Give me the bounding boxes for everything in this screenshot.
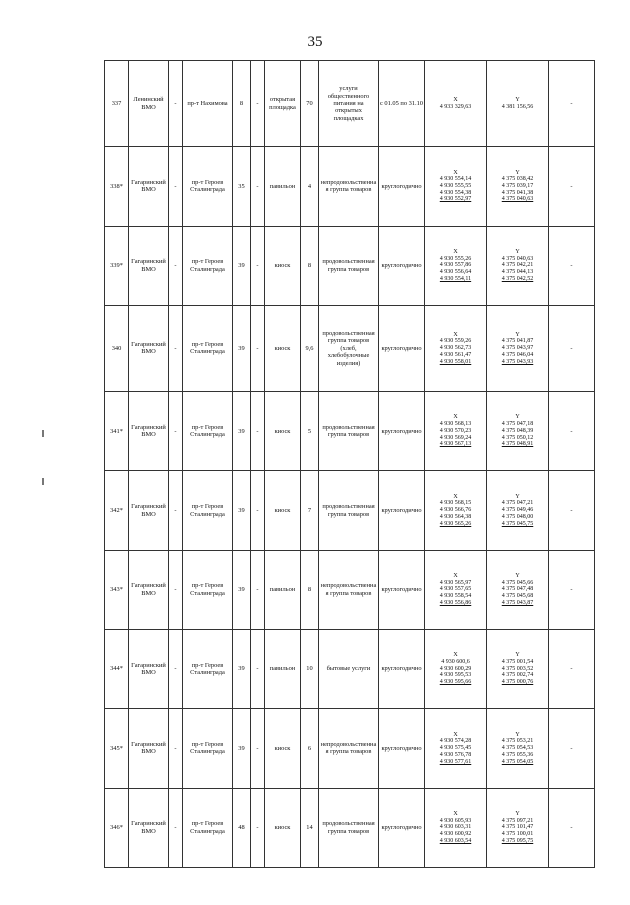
coordinate-value: 4 930 562,73: [439, 345, 472, 352]
cell-num: 343*: [105, 550, 129, 629]
coordinate-value: 4 375 003,52: [501, 665, 534, 672]
coordinate-value: 4 930 566,76: [439, 507, 472, 514]
cell-area: 5: [301, 392, 319, 471]
coordinate-value: 4 375 000,76: [501, 679, 534, 686]
cell-object-type: киоск: [265, 471, 301, 550]
coordinate-value: 4 930 556,64: [439, 269, 472, 276]
cell-object-type: киоск: [265, 226, 301, 305]
cell-period: круглогодично: [379, 550, 425, 629]
coordinate-value: Y: [515, 248, 520, 255]
cell-house: 39: [233, 550, 251, 629]
coordinate-value: Y: [515, 331, 520, 338]
coordinate-value: 4 930 558,54: [439, 593, 472, 600]
cell-blank1: -: [169, 709, 183, 788]
cell-num: 341*: [105, 392, 129, 471]
cell-area: 7: [301, 471, 319, 550]
coordinate-value: Y: [515, 573, 520, 580]
table-row: [105, 788, 595, 867]
registry-table: [104, 60, 595, 868]
coordinate-value: 4 375 053,21: [501, 738, 534, 745]
scan-mark: [42, 430, 44, 437]
cell-num: 339*: [105, 226, 129, 305]
cell-blank2: -: [251, 550, 265, 629]
coordinate-value: 4 930 565,97: [439, 579, 472, 586]
coordinate-value: 4 375 039,17: [501, 183, 534, 190]
coordinate-value: 4 375 041,87: [501, 338, 534, 345]
coordinate-value: 4 375 049,46: [501, 507, 534, 514]
coordinate-value: 4 375 100,01: [501, 831, 534, 838]
coordinate-value: Y: [515, 414, 520, 421]
coordinate-value: 4 930 568,13: [439, 421, 472, 428]
coordinate-value: Y: [515, 652, 520, 659]
coordinate-value: 4 930 557,65: [439, 586, 472, 593]
cell-street: пр-т Героев Сталинграда: [183, 147, 233, 226]
cell-specialization: продовольственная группа товаров: [319, 226, 379, 305]
cell-y-coords: [487, 471, 549, 550]
cell-blank2: -: [251, 629, 265, 708]
cell-blank2: -: [251, 709, 265, 788]
coordinate-value: 4 375 097,21: [501, 817, 534, 824]
coordinate-value: X: [453, 652, 458, 659]
cell-period: круглогодично: [379, 305, 425, 391]
cell-num: 340: [105, 305, 129, 391]
coordinate-value: 4 375 050,12: [501, 434, 534, 441]
cell-x-coords: [425, 629, 487, 708]
coordinate-value: X: [453, 493, 458, 500]
cell-object-type: павильон: [265, 550, 301, 629]
cell-blank1: -: [169, 226, 183, 305]
cell-area: 9,6: [301, 305, 319, 391]
cell-district: Гагаринский ВМО: [129, 709, 169, 788]
coordinate-value: 4 930 570,23: [439, 427, 472, 434]
coordinate-value: Y: [515, 731, 520, 738]
coordinate-value: X: [453, 731, 458, 738]
cell-street: пр-т Героев Сталинграда: [183, 305, 233, 391]
coordinate-value: 4 930 569,24: [439, 434, 472, 441]
cell-x-coords: [425, 471, 487, 550]
cell-num: 337: [105, 61, 129, 147]
cell-object-type: павильон: [265, 147, 301, 226]
coordinate-value: 4 930 565,26: [439, 520, 472, 527]
coordinate-value: 4 375 043,87: [501, 599, 534, 606]
cell-last: -: [549, 226, 595, 305]
coordinate-value: 4 930 577,61: [439, 758, 472, 765]
cell-specialization: продовольственная группа товаров: [319, 471, 379, 550]
coordinate-value: 4 930 554,14: [439, 176, 472, 183]
cell-blank2: -: [251, 305, 265, 391]
cell-last: -: [549, 629, 595, 708]
coordinate-value: 4 375 047,48: [501, 586, 534, 593]
coordinate-value: 4 375 044,13: [501, 269, 534, 276]
cell-specialization: продовольственная группа товаров (хлеб, хлебобулочные изделия): [319, 305, 379, 391]
coordinate-value: 4 375 047,21: [501, 500, 534, 507]
cell-house: 48: [233, 788, 251, 867]
cell-house: 39: [233, 471, 251, 550]
cell-area: 6: [301, 709, 319, 788]
coordinate-value: 4 375 043,93: [501, 358, 534, 365]
cell-house: 39: [233, 629, 251, 708]
cell-blank2: -: [251, 147, 265, 226]
cell-y-coords: [487, 147, 549, 226]
cell-blank2: -: [251, 788, 265, 867]
table-row: [105, 392, 595, 471]
coordinate-value: 4 375 045,66: [501, 579, 534, 586]
coordinate-value: X: [453, 96, 458, 103]
cell-x-coords: [425, 392, 487, 471]
table-row: [105, 709, 595, 788]
cell-last: -: [549, 550, 595, 629]
cell-blank2: -: [251, 392, 265, 471]
coordinate-value: X: [453, 810, 458, 817]
cell-last: -: [549, 471, 595, 550]
coordinate-value: 4 375 047,18: [501, 421, 534, 428]
cell-period: круглогодично: [379, 392, 425, 471]
cell-house: 39: [233, 305, 251, 391]
cell-period: круглогодично: [379, 629, 425, 708]
cell-specialization: услуги общественного питания на открытых площадках: [319, 61, 379, 147]
cell-blank1: -: [169, 788, 183, 867]
coordinate-value: 4 375 001,54: [501, 659, 534, 666]
cell-district: Гагаринский ВМО: [129, 550, 169, 629]
cell-blank2: -: [251, 471, 265, 550]
coordinate-value: 4 381 156,56: [501, 103, 534, 110]
cell-period: с 01.05 по 31.10: [379, 61, 425, 147]
cell-object-type: киоск: [265, 392, 301, 471]
cell-y-coords: [487, 305, 549, 391]
table-row: [105, 147, 595, 226]
coordinate-value: 4 375 095,75: [501, 837, 534, 844]
cell-specialization: непродовольственная группа товаров: [319, 550, 379, 629]
cell-street: пр-т Героев Сталинграда: [183, 550, 233, 629]
cell-y-coords: [487, 226, 549, 305]
cell-street: пр-т Героев Сталинграда: [183, 471, 233, 550]
coordinate-value: X: [453, 573, 458, 580]
cell-blank2: -: [251, 61, 265, 147]
table-row: [105, 629, 595, 708]
cell-area: 14: [301, 788, 319, 867]
coordinate-value: Y: [515, 96, 520, 103]
coordinate-value: 4 930 555,55: [439, 183, 472, 190]
cell-district: Гагаринский ВМО: [129, 147, 169, 226]
registry-table-wrapper: [104, 60, 594, 868]
cell-last: -: [549, 709, 595, 788]
coordinate-value: 4 375 048,39: [501, 427, 534, 434]
coordinate-value: 4 375 054,05: [501, 758, 534, 765]
cell-district: Гагаринский ВМО: [129, 788, 169, 867]
cell-period: круглогодично: [379, 226, 425, 305]
cell-num: 346*: [105, 788, 129, 867]
table-row: [105, 61, 595, 147]
coordinate-value: 4 375 038,42: [501, 176, 534, 183]
cell-specialization: бытовые услуги: [319, 629, 379, 708]
cell-blank1: -: [169, 629, 183, 708]
cell-street: пр-т Героев Сталинграда: [183, 629, 233, 708]
cell-object-type: открытая площадка: [265, 61, 301, 147]
cell-district: Гагаринский ВМО: [129, 629, 169, 708]
coordinate-value: 4 930 557,86: [439, 262, 472, 269]
coordinate-value: 4 375 042,52: [501, 275, 534, 282]
cell-x-coords: [425, 550, 487, 629]
cell-num: 338*: [105, 147, 129, 226]
coordinate-value: Y: [515, 169, 520, 176]
coordinate-value: 4 930 558,01: [439, 358, 472, 365]
coordinate-value: 4 930 564,38: [439, 513, 472, 520]
coordinate-value: 4 375 042,21: [501, 262, 534, 269]
coordinate-value: 4 375 048,91: [501, 441, 534, 448]
cell-district: Гагаринский ВМО: [129, 471, 169, 550]
cell-blank1: -: [169, 471, 183, 550]
cell-blank1: -: [169, 147, 183, 226]
table-row: [105, 550, 595, 629]
coordinate-value: 4 930 559,26: [439, 338, 472, 345]
cell-x-coords: [425, 61, 487, 147]
cell-blank2: -: [251, 226, 265, 305]
coordinate-value: 4 375 040,63: [501, 196, 534, 203]
coordinate-value: 4 375 101,47: [501, 824, 534, 831]
coordinate-value: 4 930 552,97: [439, 196, 472, 203]
coordinate-value: 4 930 567,13: [439, 441, 472, 448]
coordinate-value: 4 930 554,38: [439, 189, 472, 196]
cell-object-type: киоск: [265, 305, 301, 391]
cell-x-coords: [425, 788, 487, 867]
coordinate-value: 4 930 605,93: [439, 817, 472, 824]
coordinate-value: Y: [515, 810, 520, 817]
cell-last: -: [549, 147, 595, 226]
coordinate-value: 4 375 046,04: [501, 351, 534, 358]
coordinate-value: 4 375 002,74: [501, 672, 534, 679]
cell-num: 345*: [105, 709, 129, 788]
cell-period: круглогодично: [379, 709, 425, 788]
coordinate-value: 4 375 041,38: [501, 189, 534, 196]
cell-house: 39: [233, 709, 251, 788]
cell-y-coords: [487, 788, 549, 867]
cell-specialization: продовольственная группа товаров: [319, 392, 379, 471]
cell-period: круглогодично: [379, 471, 425, 550]
cell-street: пр-т Героев Сталинграда: [183, 709, 233, 788]
cell-street: пр-т Нахимова: [183, 61, 233, 147]
cell-district: Ленинский ВМО: [129, 61, 169, 147]
coordinate-value: 4 930 575,45: [439, 745, 472, 752]
coordinate-value: 4 930 568,15: [439, 500, 472, 507]
cell-district: Гагаринский ВМО: [129, 392, 169, 471]
coordinate-value: 4 930 576,78: [439, 751, 472, 758]
cell-house: 39: [233, 392, 251, 471]
coordinate-value: 4 930 595,66: [439, 679, 472, 686]
coordinate-value: 4 930 555,26: [439, 255, 472, 262]
cell-y-coords: [487, 392, 549, 471]
cell-specialization: непродовольственная группа товаров: [319, 147, 379, 226]
cell-area: 8: [301, 550, 319, 629]
cell-district: Гагаринский ВМО: [129, 305, 169, 391]
coordinate-value: 4 375 040,63: [501, 255, 534, 262]
cell-house: 39: [233, 226, 251, 305]
cell-last: -: [549, 305, 595, 391]
cell-y-coords: [487, 61, 549, 147]
table-row: [105, 226, 595, 305]
coordinate-value: 4 375 055,36: [501, 751, 534, 758]
cell-street: пр-т Героев Сталинграда: [183, 788, 233, 867]
cell-street: пр-т Героев Сталинграда: [183, 392, 233, 471]
coordinate-value: 4 930 574,28: [439, 738, 472, 745]
cell-street: пр-т Героев Сталинграда: [183, 226, 233, 305]
table-body: [105, 61, 595, 868]
table-row: [105, 471, 595, 550]
table-row: [105, 305, 595, 391]
coordinate-value: 4 933 329,63: [439, 103, 472, 110]
coordinate-value: X: [453, 414, 458, 421]
coordinate-value: 4 930 600,92: [439, 831, 472, 838]
cell-area: 10: [301, 629, 319, 708]
cell-object-type: киоск: [265, 709, 301, 788]
cell-district: Гагаринский ВМО: [129, 226, 169, 305]
cell-num: 344*: [105, 629, 129, 708]
coordinate-value: 4 930 595,53: [439, 672, 472, 679]
coordinate-value: 4 375 048,00: [501, 513, 534, 520]
cell-area: 70: [301, 61, 319, 147]
coordinate-value: 4 930 600,6: [441, 659, 470, 666]
cell-y-coords: [487, 709, 549, 788]
cell-object-type: павильон: [265, 629, 301, 708]
page-number: 35: [307, 34, 323, 50]
coordinate-value: 4 375 043,97: [501, 345, 534, 352]
cell-house: 8: [233, 61, 251, 147]
coordinate-value: X: [453, 248, 458, 255]
cell-specialization: непродовольственная группа товаров: [319, 709, 379, 788]
coordinate-value: X: [453, 169, 458, 176]
coordinate-value: Y: [515, 493, 520, 500]
cell-area: 4: [301, 147, 319, 226]
cell-specialization: продовольственная группа товаров: [319, 788, 379, 867]
coordinate-value: X: [453, 331, 458, 338]
coordinate-value: 4 930 561,47: [439, 351, 472, 358]
cell-last: -: [549, 61, 595, 147]
cell-object-type: киоск: [265, 788, 301, 867]
cell-blank1: -: [169, 550, 183, 629]
cell-area: 8: [301, 226, 319, 305]
cell-x-coords: [425, 305, 487, 391]
cell-x-coords: [425, 709, 487, 788]
cell-last: -: [549, 788, 595, 867]
cell-blank1: -: [169, 61, 183, 147]
coordinate-value: 4 930 556,86: [439, 599, 472, 606]
cell-x-coords: [425, 226, 487, 305]
coordinate-value: 4 375 045,75: [501, 520, 534, 527]
coordinate-value: 4 930 600,29: [439, 665, 472, 672]
coordinate-value: 4 930 603,31: [439, 824, 472, 831]
cell-y-coords: [487, 629, 549, 708]
cell-last: -: [549, 392, 595, 471]
cell-num: 342*: [105, 471, 129, 550]
cell-blank1: -: [169, 305, 183, 391]
coordinate-value: 4 930 554,11: [439, 275, 472, 282]
cell-house: 35: [233, 147, 251, 226]
cell-x-coords: [425, 147, 487, 226]
cell-y-coords: [487, 550, 549, 629]
cell-period: круглогодично: [379, 788, 425, 867]
cell-period: круглогодично: [379, 147, 425, 226]
coordinate-value: 4 930 603,54: [439, 837, 472, 844]
scan-mark: [42, 478, 44, 485]
coordinate-value: 4 375 054,53: [501, 745, 534, 752]
cell-blank1: -: [169, 392, 183, 471]
coordinate-value: 4 375 045,68: [501, 593, 534, 600]
